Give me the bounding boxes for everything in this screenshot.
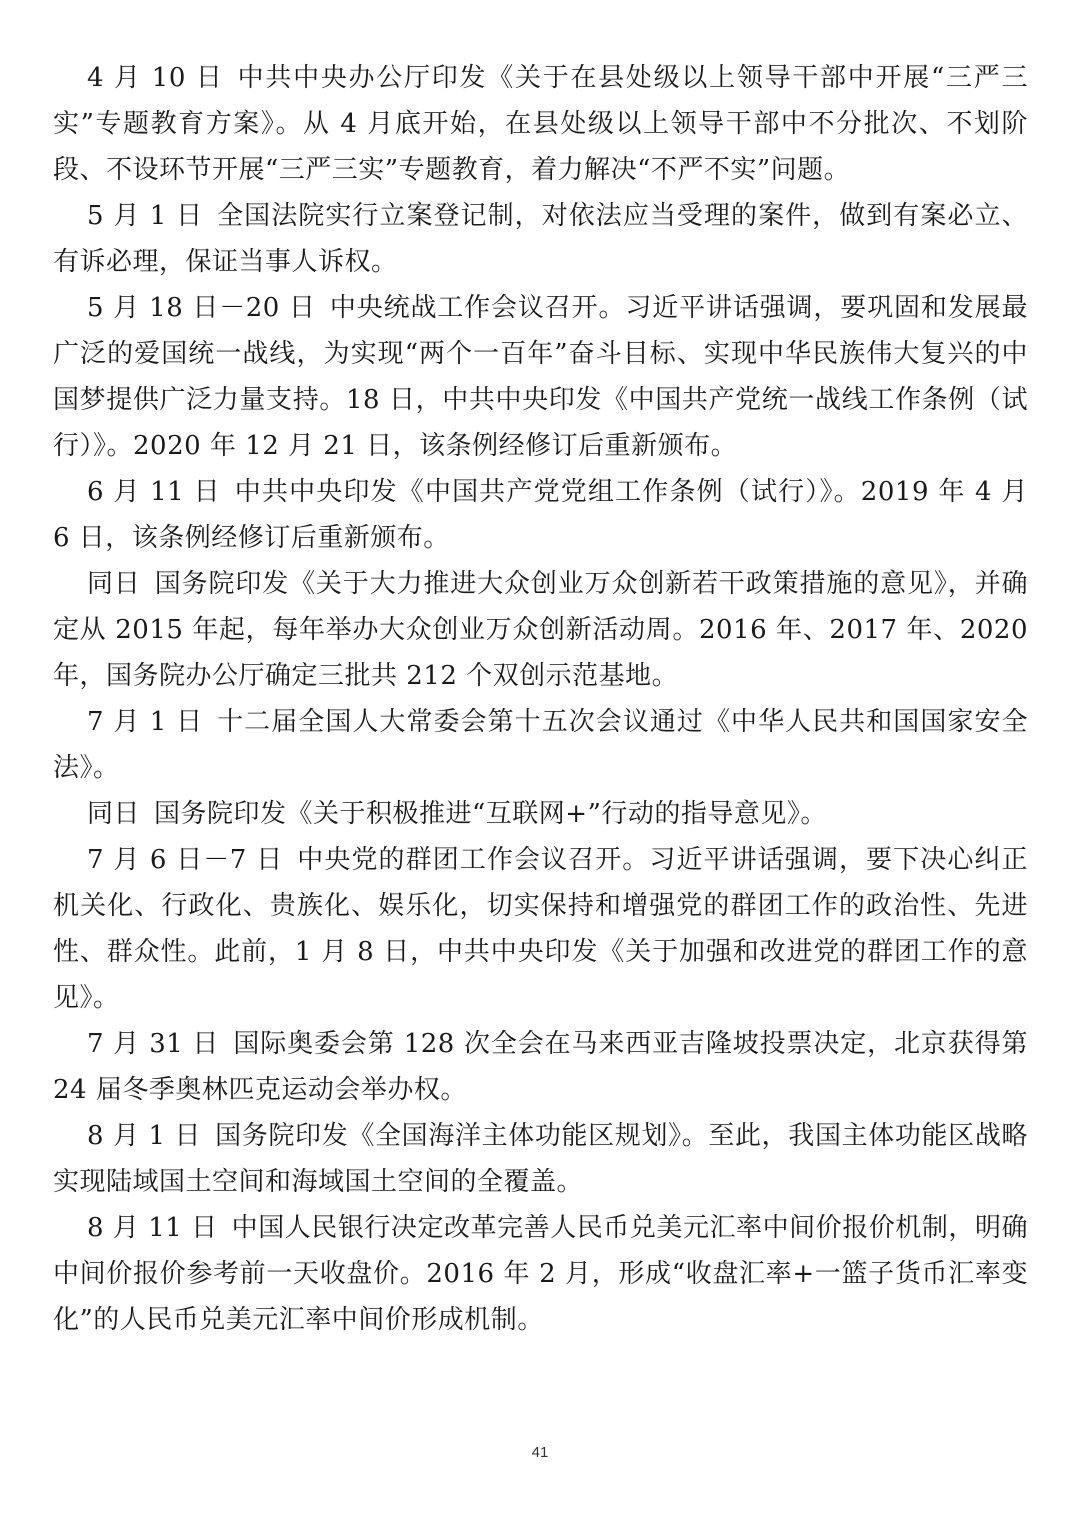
entry-date: 7 月 31 日 [87, 1029, 220, 1059]
entry-paragraph [53, 1205, 1028, 1343]
entry-text: 中共中央印发《中国共产党党组工作条例（试行）》。2019 年 4 月 6 日，该条例经修订后重新颁布。 [53, 477, 1028, 553]
entry-paragraph [53, 791, 1028, 837]
entry-text: 中央党的群团工作会议召开。习近平讲话强调，要下决心纠正机关化、行政化、贵族化、娱乐化，切实保持和增强党的群团工作的政治性、先进性、群众性。此前，1 月 8 日，中共中央印发《关于加强和改进党的群团工作的意见》。 [53, 845, 1028, 1013]
entry-paragraph [53, 193, 1028, 285]
entry-date: 5 月 1 日 [87, 201, 204, 231]
page-number: 41 [531, 1444, 549, 1461]
entry-date: 8 月 1 日 [87, 1121, 202, 1151]
entry-paragraph [53, 837, 1028, 1021]
entry-text: 中共中央办公厅印发《关于在县处级以上领导干部中开展“三严三实”专题教育方案》。从 4 月底开始，在县处级以上领导干部中不分批次、不划阶段、不设环节开展“三严三实”专题教育，着力解决“不严不实”问题。 [53, 63, 1029, 185]
entry-paragraph [53, 469, 1028, 561]
entry-date: 6 月 11 日 [87, 477, 221, 507]
entry-paragraph [53, 1021, 1028, 1113]
entry-text: 全国法院实行立案登记制，对依法应当受理的案件，做到有案必立、有诉必理，保证当事人诉权。 [53, 201, 1028, 277]
entry-date: 5 月 18 日－20 日 [87, 293, 316, 323]
entry-text: 国际奥委会第 128 次全会在马来西亚吉隆坡投票决定，北京获得第 24 届冬季奥林匹克运动会举办权。 [53, 1029, 1029, 1105]
entry-text: 中国人民银行决定改革完善人民币兑美元汇率中间价报价机制，明确中间价报价参考前一天收盘价。2016 年 2 月，形成“收盘汇率+一篮子货币汇率变化”的人民币兑美元汇率中间价形成机制。 [53, 1213, 1028, 1335]
entry-paragraph [53, 699, 1028, 791]
entry-text: 国务院印发《关于积极推进“互联网+”行动的指导意见》。 [154, 799, 827, 829]
entry-date: 8 月 11 日 [87, 1213, 218, 1243]
entry-date: 7 月 6 日－7 日 [87, 845, 284, 875]
entry-paragraph [53, 55, 1028, 193]
entry-text: 十二届全国人大常委会第十五次会议通过《中华人民共和国国家安全法》。 [53, 707, 1028, 783]
entry-paragraph [53, 285, 1028, 469]
document-body [53, 55, 1028, 1343]
entry-date: 同日 [87, 799, 141, 829]
entry-date: 4 月 10 日 [87, 63, 224, 93]
entry-paragraph [53, 1113, 1028, 1205]
entry-date: 同日 [87, 569, 141, 599]
entry-date: 7 月 1 日 [87, 707, 204, 737]
entry-text: 中央统战工作会议召开。习近平讲话强调，要巩固和发展最广泛的爱国统一战线，为实现“两个一百年”奋斗目标、实现中华民族伟大复兴的中国梦提供广泛力量支持。18 日，中共中央印发《中国共产党统一战线工作条例（试行）》。2020 年 12 月 21 日，该条例经修订后重新颁布。 [53, 293, 1028, 461]
entry-text: 国务院印发《全国海洋主体功能区规划》。至此，我国主体功能区战略实现陆域国土空间和海域国土空间的全覆盖。 [53, 1121, 1028, 1197]
entry-text: 国务院印发《关于大力推进大众创业万众创新若干政策措施的意见》，并确定从 2015 年起，每年举办大众创业万众创新活动周。2016 年、2017 年、2020 年，国务院办公厅确定三批共 212 个双创示范基地。 [53, 569, 1028, 691]
entry-paragraph [53, 561, 1028, 699]
